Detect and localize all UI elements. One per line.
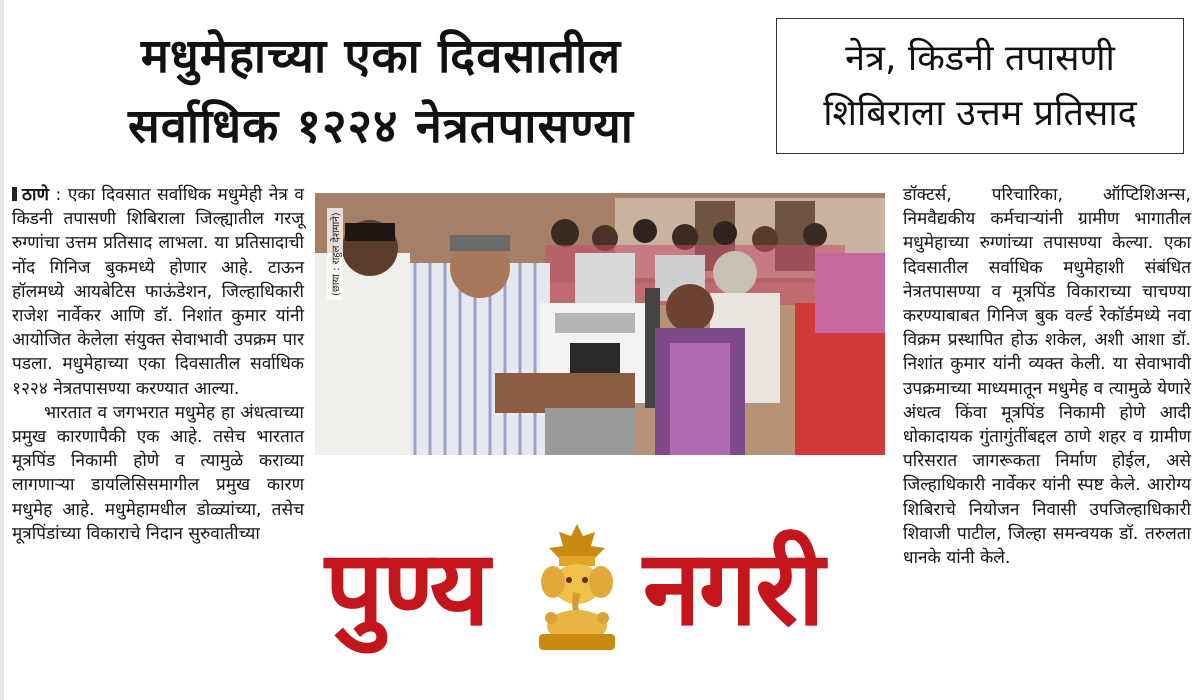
article-left-column (12, 183, 304, 546)
dateline: ठाणे (22, 185, 49, 205)
article-left-para-1 (12, 183, 304, 401)
article-right-para-1: डॉक्टर्स, परिचारिका, ऑप्टिशिअन्स, निमवैद्यकीय कर्मचाऱ्यांनी ग्रामीण भागातील मधुमेहाच्या रुग्णांच्या तपासण्या केल्या. एका दिवसातील सर्वाधिक मधुमेहाशी संबंधित नेत्रतपासण्या व मूत्रपिंड विकाराच्या चाचण्या करण्याबाबत गिनिज बुक वर्ल्ड रेकॉर्डमध्ये नवा विक्रम प्रस्थापित होऊ शकेल, अशी आशा डॉ. निशांत कुमार यांनी व्यक्त केली. या सेवाभावी उपक्रमाच्या माध्यमातून मधुमेह व त्यामुळे येणारे अंधत्व किंवा मूत्रपिंड निकामी होणे आदी धोकादायक गुंतागुंतींबद्दल ठाणे शहर व ग्रामीण परिसरात जागरूकता निर्माण होईल, असे जिल्हाधिकारी नार्वेकर यांनी स्पष्ट केले. आरोग्य शिबिराचे नियोजन निवासी उपजिल्हाधिकारी शिवाजी पाटील, जिल्हा समन्वयक डॉ. तरुलता धानके यांनी केले. (903, 185, 1191, 569)
page-edge (0, 0, 4, 700)
side-headline-box (776, 18, 1184, 154)
bullet-icon (12, 187, 17, 201)
masthead-left-word: पुण्य (325, 527, 488, 649)
side-headline-line-2: शिबिराला उत्तम प्रतिसाद (823, 93, 1137, 134)
masthead-logo (325, 520, 875, 660)
main-headline (10, 22, 752, 162)
photo-illustration (315, 193, 885, 455)
masthead-right-word: नगरी (643, 527, 823, 649)
article-right-column (903, 183, 1191, 570)
side-headline-line-1: नेत्र, किडनी तपासणी (845, 38, 1115, 79)
photo-credit: (छाया : राहुल देशमाने) (327, 208, 343, 300)
ganesha-icon (529, 522, 625, 654)
article-left-para-1-text: : एका दिवसात सर्वाधिक मधुमेही नेत्र व किडनी तपासणी शिबिराला जिल्ह्यातील गरजू रुग्णांचा उत्तम प्रतिसाद लाभला. या प्रतिसादाची नोंद गिनिज बुकमध्ये होणार आहे. टाऊन हॉलमध्ये आयबेटिस फाऊंडेशन, जिल्हाधिकारी राजेश नार्वेकर आणि डॉ. निशांत कुमार यांनी आयोजित केलेला संयुक्त सेवाभावी उपक्रम पार पडला. मधुमेहाच्या एका दिवसातील सर्वाधिक १२२४ नेत्रतपासण्या करण्यात आल्या. (12, 185, 304, 399)
headline-line-2: सर्वाधिक १२२४ नेत्रतपासण्या (128, 99, 634, 154)
headline-line-1: मधुमेहाच्या एका दिवसातील (140, 29, 622, 84)
article-left-para-2: भारतात व जगभरात मधुमेह हा अंधत्वाच्या प्रमुख कारणापैकी एक आहे. तसेच भारतात मूत्रपिंड निकामी होणे व त्यामुळे कराव्या लागणाऱ्या डायलिसिसमागील प्रमुख कारण मधुमेह आहे. मधुमेहामधील डोळ्यांच्या, तसेच मूत्रपिंडांच्या विकाराचे निदान सुरुवातीच्या (12, 402, 304, 544)
news-photo (315, 193, 885, 455)
